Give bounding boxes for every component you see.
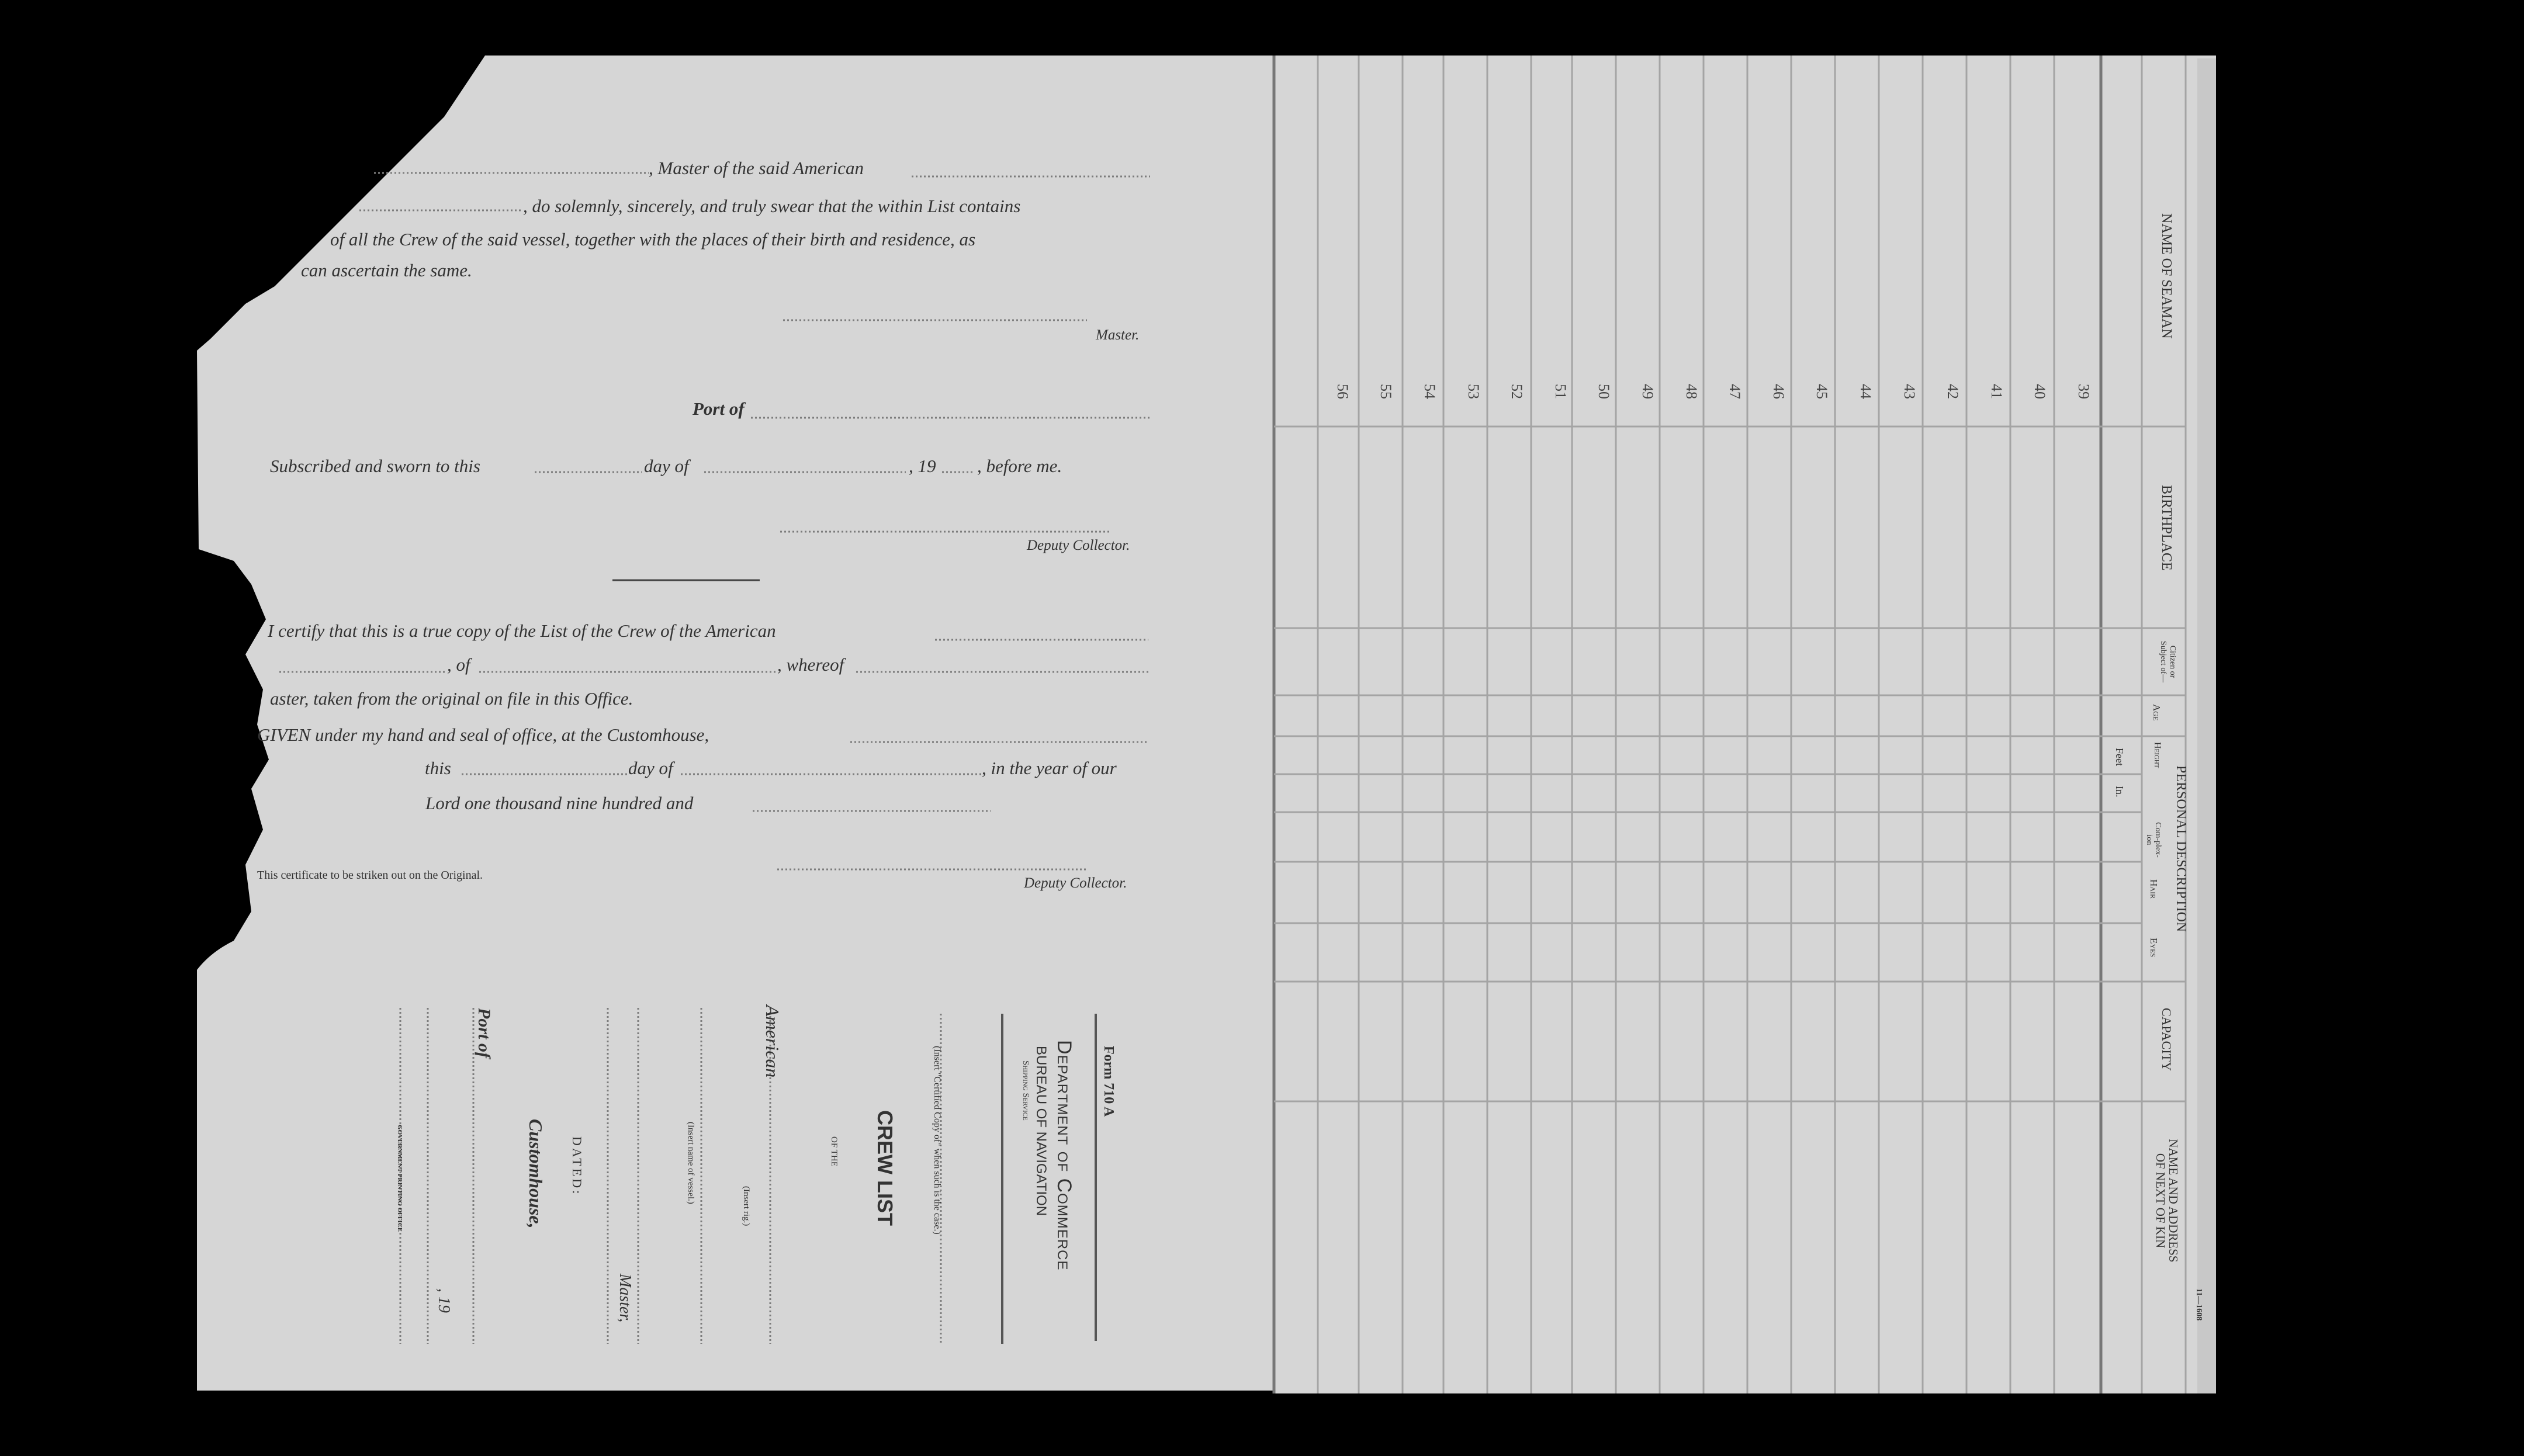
oath-line-2: , do solemnly, sincerely, and truly swear that the within List contains xyxy=(523,196,1021,216)
certificate-note: This certificate to be striken out on the Original. xyxy=(257,869,483,882)
header-capacity: CAPACITY xyxy=(2159,1008,2174,1071)
crew-list-title: CREW LIST xyxy=(873,1110,897,1226)
american-label: American xyxy=(762,1005,783,1078)
header-citizen: Citizen or Subject of— xyxy=(2159,640,2177,683)
subscribed-text-b: day of xyxy=(644,456,689,476)
right-page xyxy=(1274,56,2216,1393)
left-page xyxy=(197,56,1277,1391)
certificate-line-5b: day of xyxy=(628,758,673,778)
certificate-line-2a: , of xyxy=(447,654,470,675)
row-number: 53 xyxy=(1464,384,1482,399)
header-next-of-kin: NAME AND ADDRESS OF NEXT OF KIN xyxy=(2153,1139,2180,1263)
header-feet: Feet xyxy=(2114,748,2125,766)
row-number: 49 xyxy=(1639,384,1656,399)
department-title: Department of Commerce xyxy=(1053,1040,1075,1271)
bureau-title: BUREAU OF NAVIGATION xyxy=(1033,1046,1049,1216)
deputy-collector-label-2: Deputy Collector. xyxy=(1024,875,1127,891)
service-title: Shipping Service xyxy=(1021,1060,1030,1121)
customhouse-label: Customhouse, xyxy=(525,1119,546,1229)
certificate-line-5a: this xyxy=(425,758,451,778)
header-birthplace: BIRTHPLACE xyxy=(2159,485,2174,571)
row-number: 51 xyxy=(1552,384,1569,399)
row-number: 46 xyxy=(1770,384,1787,399)
oath-line-1: , Master of the said American xyxy=(649,158,864,178)
row-number: 40 xyxy=(2031,384,2049,399)
cover-port-of-label: Port of xyxy=(475,1008,494,1058)
row-number: 39 xyxy=(2075,384,2092,399)
printer-label: GOVERNMENT PRINTING OFFICE xyxy=(396,1125,403,1232)
cover-year-label: , 19 xyxy=(435,1288,453,1313)
insert-certified-note: (Insert "Certified Copy of" when such is the case.) xyxy=(932,1046,942,1235)
header-hair: Hair xyxy=(2148,879,2159,899)
subscribed-text-d: , before me. xyxy=(977,456,1062,476)
row-number: 45 xyxy=(1813,384,1831,399)
certificate-line-5c: , in the year of our xyxy=(982,758,1117,778)
row-number: 56 xyxy=(1334,384,1351,399)
certificate-line-3: aster, taken from the original on file in this Office. xyxy=(270,688,633,709)
row-number: 41 xyxy=(1988,384,2005,399)
row-number: 44 xyxy=(1857,384,1874,399)
row-number: 47 xyxy=(1726,384,1744,399)
of-the-label: OF THE xyxy=(829,1136,839,1167)
row-number: 55 xyxy=(1377,384,1395,399)
header-name-of-seaman: NAME OF SEAMAN xyxy=(2159,213,2174,339)
header-personal-description: PERSONAL DESCRIPTION xyxy=(2173,765,2189,932)
master-signature-label: Master. xyxy=(1096,327,1140,343)
header-complexion: Com-plex-ion xyxy=(2145,822,2162,858)
certificate-line-6: Lord one thousand nine hundred and xyxy=(425,793,694,813)
row-number: 50 xyxy=(1595,384,1613,399)
certificate-line-1: I certify that this is a true copy of the List of the Crew of the American xyxy=(268,620,776,641)
header-eyes: Eyes xyxy=(2148,938,2159,958)
deputy-collector-label-1: Deputy Collector. xyxy=(1027,538,1130,553)
row-number: 54 xyxy=(1421,384,1438,399)
master-label: Master, xyxy=(616,1274,634,1323)
header-height: Height xyxy=(2152,742,2162,768)
certificate-line-2b: , whereof xyxy=(777,654,844,675)
dated-label: DATED: xyxy=(570,1136,584,1197)
subscribed-text-a: Subscribed and sworn to this xyxy=(270,456,480,476)
row-number: 52 xyxy=(1508,384,1526,399)
oath-line-3: of all the Crew of the said vessel, together with the places of their birth and residence, as xyxy=(330,229,976,249)
port-of-label: Port of xyxy=(693,398,745,419)
header-inches: In. xyxy=(2114,786,2125,798)
form-code: 11—1608 xyxy=(2194,1288,2203,1321)
row-number: 42 xyxy=(1944,384,1962,399)
insert-rig-note: (Insert rig.) xyxy=(742,1186,751,1226)
row-number: 43 xyxy=(1900,384,1918,399)
certificate-line-4: GIVEN under my hand and seal of office, at the Customhouse, xyxy=(257,724,709,745)
oath-line-4: can ascertain the same. xyxy=(301,260,472,280)
form-number: Form 710 A xyxy=(1101,1046,1116,1117)
insert-vessel-note: (Insert name of vessel.) xyxy=(686,1122,695,1204)
header-age: Age xyxy=(2151,704,2162,721)
subscribed-text-c: , 19 xyxy=(909,456,936,476)
row-number: 48 xyxy=(1682,384,1700,399)
